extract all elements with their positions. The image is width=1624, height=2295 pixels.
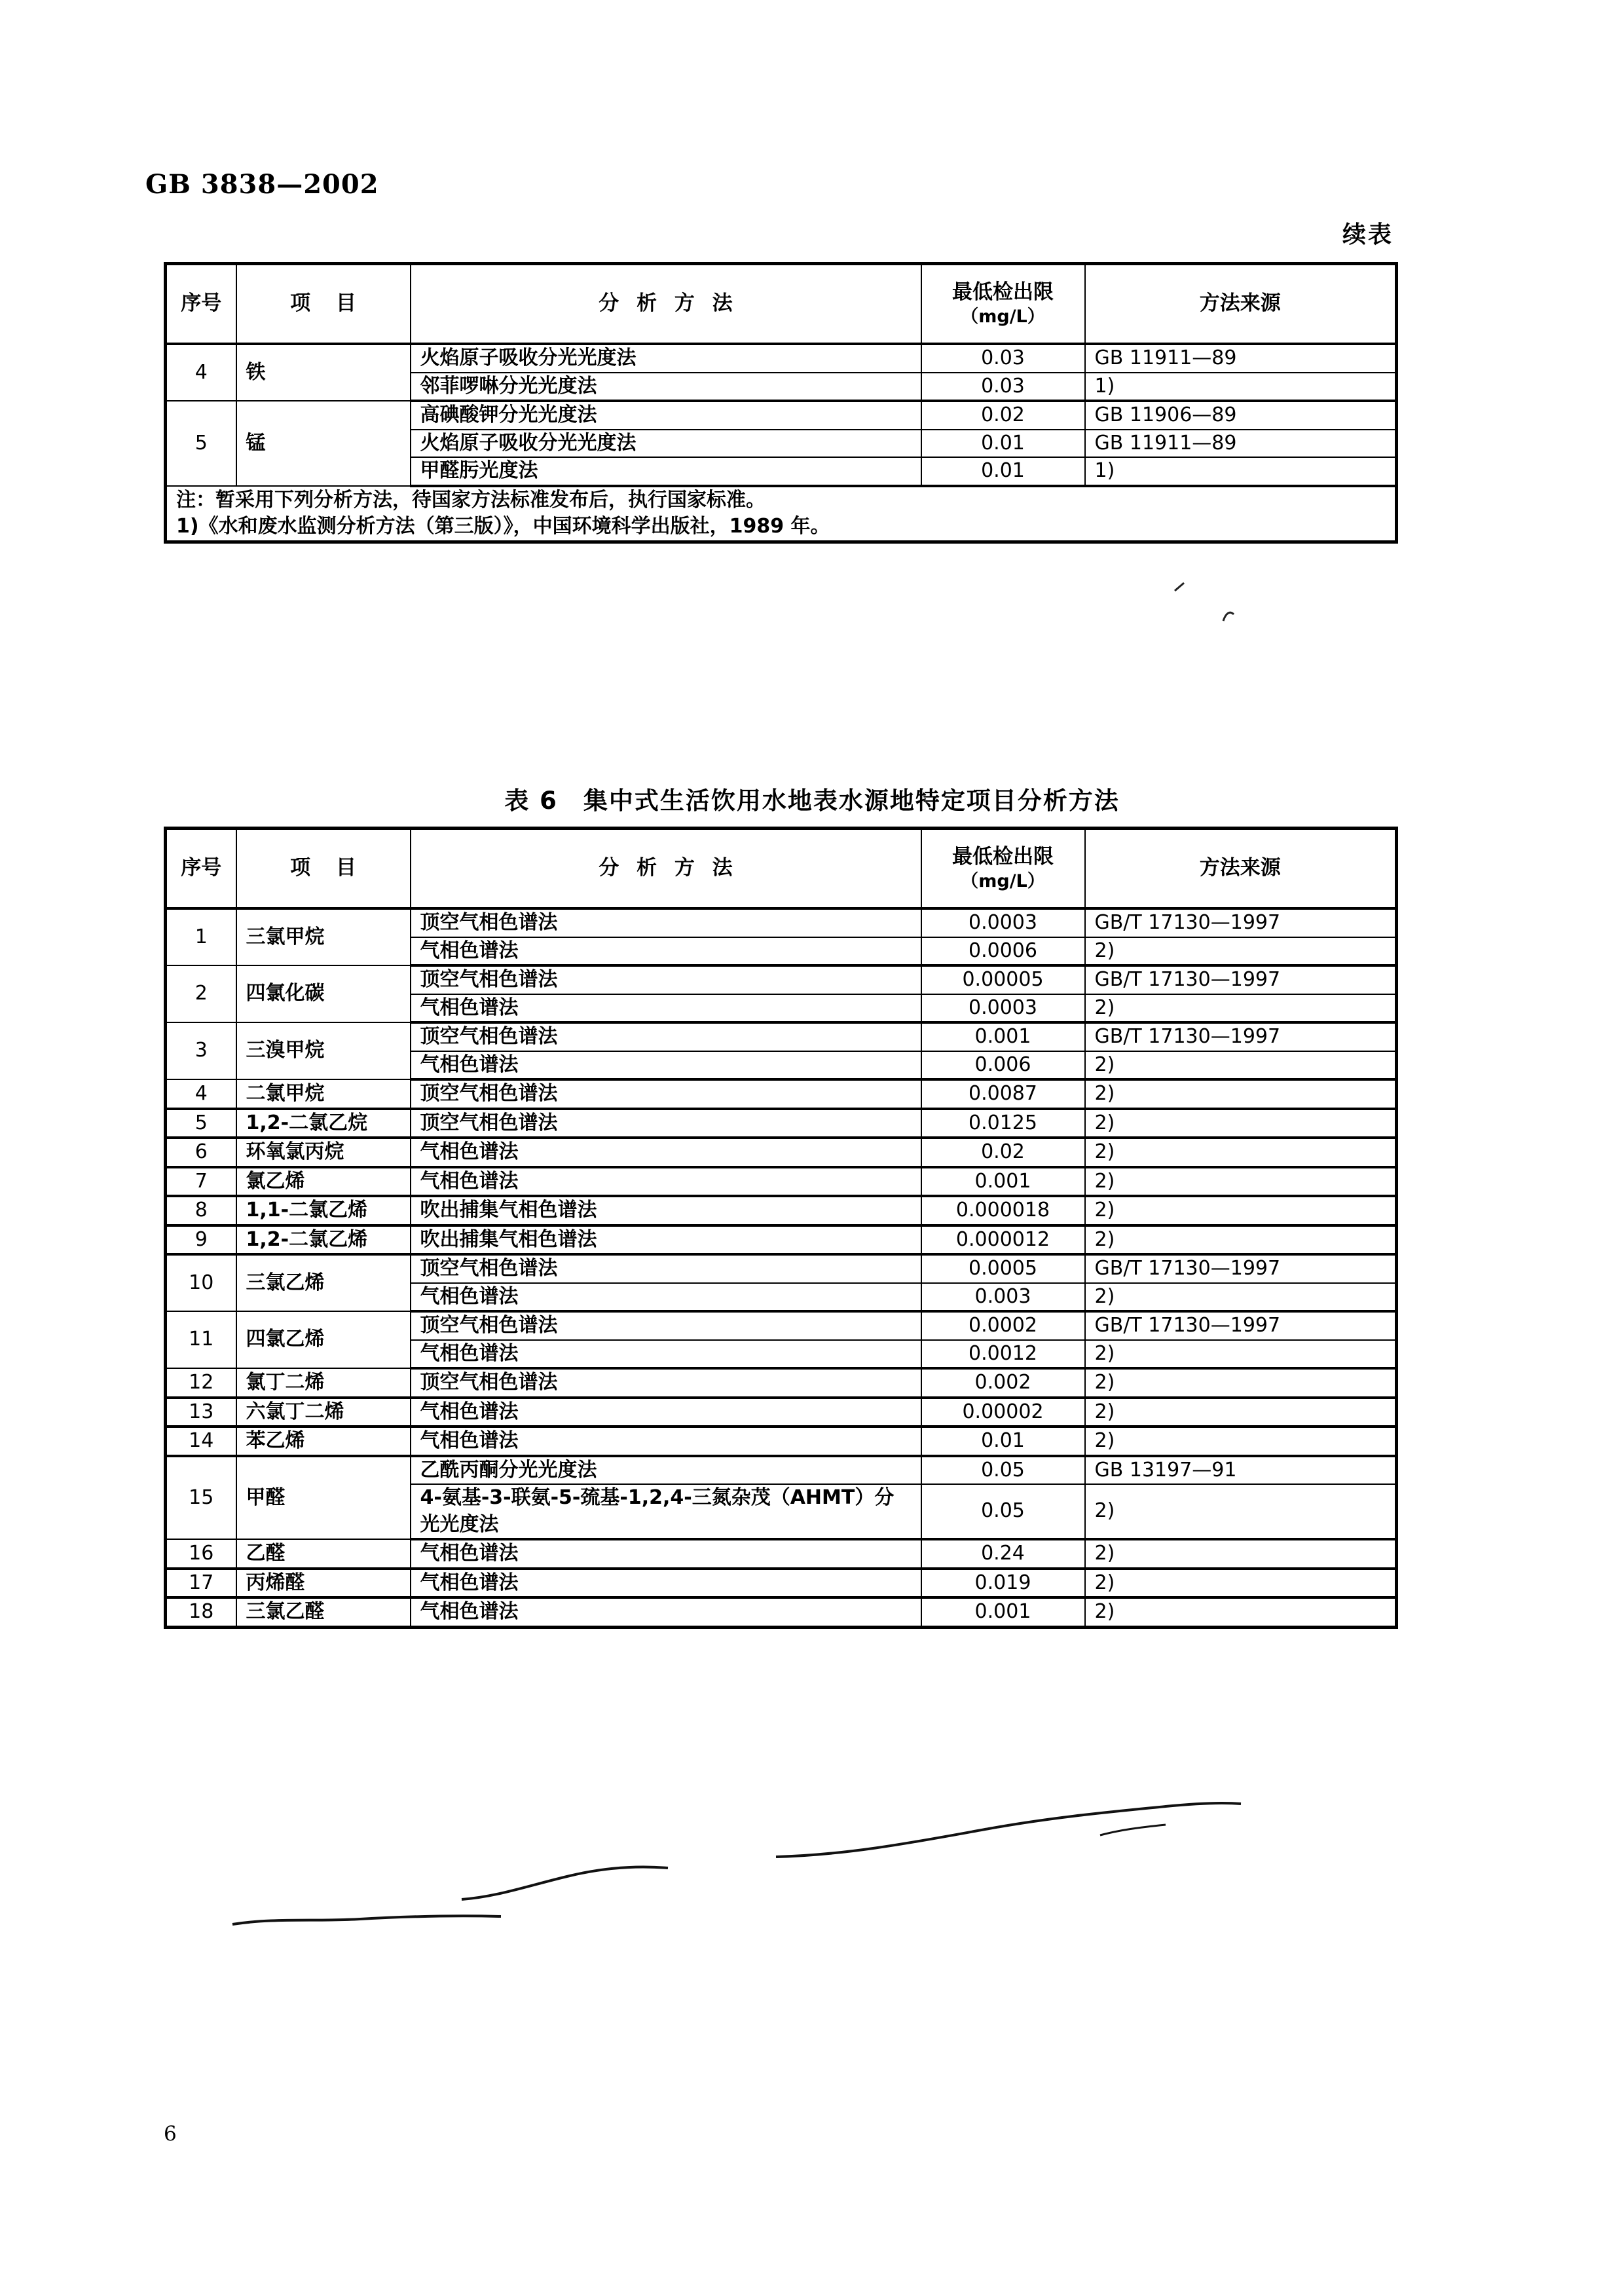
cell-detection-limit: 0.0012 xyxy=(921,1340,1085,1369)
table-row xyxy=(166,1196,1397,1225)
cell-method-source: 2) xyxy=(1085,994,1397,1023)
cell-detection-limit: 0.05 xyxy=(921,1484,1085,1539)
cell-method-source: 1) xyxy=(1085,373,1397,401)
table-notes-row xyxy=(166,486,1397,542)
cell-item: 苯乙烯 xyxy=(236,1427,411,1456)
table6-specific-items-analysis-methods xyxy=(164,827,1398,1629)
cell-seq: 5 xyxy=(166,401,236,486)
cell-seq: 4 xyxy=(166,344,236,401)
cell-item: 1,2-二氯乙烯 xyxy=(236,1225,411,1255)
continued-table-label: 续表 xyxy=(1342,221,1393,248)
page-number: 6 xyxy=(164,2122,177,2146)
note-line-1: 注：暂采用下列分析方法，待国家方法标准发布后，执行国家标准。 xyxy=(176,488,766,512)
table-row xyxy=(166,1456,1397,1485)
column-header-limit-unit: （mg/L） xyxy=(961,306,1045,327)
cell-method-source: GB 13197—91 xyxy=(1085,1456,1397,1485)
cell-detection-limit: 0.0125 xyxy=(921,1109,1085,1138)
cell-method: 高碘酸钾分光光度法 xyxy=(411,401,921,430)
cell-detection-limit: 0.01 xyxy=(921,430,1085,458)
cell-method-source: 2) xyxy=(1085,1225,1397,1255)
cell-method-source: GB/T 17130—1997 xyxy=(1085,1022,1397,1051)
cell-detection-limit: 0.000012 xyxy=(921,1225,1085,1255)
cell-detection-limit: 0.006 xyxy=(921,1051,1085,1080)
cell-detection-limit: 0.0003 xyxy=(921,994,1085,1023)
cell-detection-limit: 0.01 xyxy=(921,457,1085,486)
column-header-seq: 序号 xyxy=(166,829,236,909)
cell-method-source: 2) xyxy=(1085,1340,1397,1369)
cell-method: 气相色谱法 xyxy=(411,1051,921,1080)
cell-seq: 12 xyxy=(166,1368,236,1398)
cell-item: 六氯丁二烯 xyxy=(236,1398,411,1427)
cell-method: 气相色谱法 xyxy=(411,1597,921,1627)
cell-item: 四氯乙烯 xyxy=(236,1311,411,1368)
cell-detection-limit: 0.019 xyxy=(921,1569,1085,1598)
cell-method: 吹出捕集气相色谱法 xyxy=(411,1225,921,1255)
cell-method-source: 2) xyxy=(1085,1109,1397,1138)
cell-item: 三氯甲烷 xyxy=(236,908,411,965)
column-header-seq: 序号 xyxy=(166,264,236,345)
cell-method-source: 2) xyxy=(1085,1051,1397,1080)
cell-item: 二氯甲烷 xyxy=(236,1079,411,1109)
ink-annotation-stray-mark-2 xyxy=(1172,579,1189,596)
ink-annotation-row15-method xyxy=(458,1854,681,1912)
cell-method: 气相色谱法 xyxy=(411,994,921,1023)
column-header-method: 分 析 方 法 xyxy=(411,829,921,909)
cell-seq: 2 xyxy=(166,965,236,1022)
cell-item: 1,1-二氯乙烯 xyxy=(236,1196,411,1225)
cell-method-source: 2) xyxy=(1085,1539,1397,1569)
cell-method: 气相色谱法 xyxy=(411,1283,921,1312)
cell-method: 顶空气相色谱法 xyxy=(411,965,921,994)
table-row xyxy=(166,1079,1397,1109)
cell-seq: 11 xyxy=(166,1311,236,1368)
column-header-source: 方法来源 xyxy=(1085,264,1397,345)
cell-detection-limit: 0.00005 xyxy=(921,965,1085,994)
table-row xyxy=(166,1109,1397,1138)
cell-detection-limit: 0.000018 xyxy=(921,1196,1085,1225)
continued-analysis-method-table xyxy=(164,262,1398,544)
cell-item: 三氯乙烯 xyxy=(236,1254,411,1311)
cell-method: 4-氨基-3-联氨-5-巯基-1,2,4-三氮杂茂（AHMT）分光光度法 xyxy=(411,1484,921,1539)
cell-item: 三氯乙醛 xyxy=(236,1597,411,1627)
table-row xyxy=(166,1138,1397,1167)
cell-detection-limit: 0.0087 xyxy=(921,1079,1085,1109)
cell-detection-limit: 0.02 xyxy=(921,401,1085,430)
cell-item: 四氯化碳 xyxy=(236,965,411,1022)
column-header-limit-unit: （mg/L） xyxy=(961,870,1045,891)
cell-seq: 17 xyxy=(166,1569,236,1598)
cell-seq: 13 xyxy=(166,1398,236,1427)
cell-seq: 4 xyxy=(166,1079,236,1109)
cell-method-source: 2) xyxy=(1085,1368,1397,1398)
cell-detection-limit: 0.001 xyxy=(921,1597,1085,1627)
cell-method-source: 2) xyxy=(1085,1167,1397,1197)
cell-method-source: 2) xyxy=(1085,1597,1397,1627)
cell-method-source: 2) xyxy=(1085,1196,1397,1225)
cell-method: 气相色谱法 xyxy=(411,1340,921,1369)
cell-seq: 8 xyxy=(166,1196,236,1225)
cell-method-source: GB/T 17130—1997 xyxy=(1085,908,1397,937)
column-header-limit-text: 最低检出限 xyxy=(952,280,1054,304)
table-row xyxy=(166,1167,1397,1197)
cell-detection-limit: 0.003 xyxy=(921,1283,1085,1312)
table-row xyxy=(166,1427,1397,1456)
cell-item: 乙醛 xyxy=(236,1539,411,1569)
cell-method: 顶空气相色谱法 xyxy=(411,1311,921,1340)
table-row xyxy=(166,1254,1397,1283)
table-row xyxy=(166,1597,1397,1627)
table-row xyxy=(166,344,1397,373)
cell-detection-limit: 0.24 xyxy=(921,1539,1085,1569)
ink-annotation-stray-mark-1 xyxy=(1219,606,1239,626)
cell-method-source: GB 11911—89 xyxy=(1085,430,1397,458)
table-row xyxy=(166,1398,1397,1427)
cell-method: 火焰原子吸收分光光度法 xyxy=(411,430,921,458)
table-header-row xyxy=(166,264,1397,345)
table-row xyxy=(166,1539,1397,1569)
table-row xyxy=(166,1022,1397,1051)
cell-seq: 9 xyxy=(166,1225,236,1255)
cell-method-source: GB 11906—89 xyxy=(1085,401,1397,430)
cell-method: 顶空气相色谱法 xyxy=(411,1368,921,1398)
cell-method: 顶空气相色谱法 xyxy=(411,1022,921,1051)
cell-method: 顶空气相色谱法 xyxy=(411,1079,921,1109)
cell-method: 邻菲啰啉分光光度法 xyxy=(411,373,921,401)
cell-detection-limit: 0.0006 xyxy=(921,937,1085,966)
cell-detection-limit: 0.03 xyxy=(921,344,1085,373)
column-header-limit-text: 最低检出限 xyxy=(952,844,1054,868)
cell-detection-limit: 0.002 xyxy=(921,1368,1085,1398)
cell-detection-limit: 0.00002 xyxy=(921,1398,1085,1427)
cell-method-source: 2) xyxy=(1085,1079,1397,1109)
cell-method-source: GB/T 17130—1997 xyxy=(1085,1311,1397,1340)
ink-annotation-row14 xyxy=(773,1795,1244,1867)
cell-method: 顶空气相色谱法 xyxy=(411,908,921,937)
cell-item: 甲醛 xyxy=(236,1456,411,1540)
cell-seq: 18 xyxy=(166,1597,236,1627)
cell-item: 铁 xyxy=(236,344,411,401)
cell-seq: 10 xyxy=(166,1254,236,1311)
cell-method: 乙酰丙酮分光光度法 xyxy=(411,1456,921,1485)
column-header-item: 项 目 xyxy=(236,264,411,345)
cell-method-source: 2) xyxy=(1085,937,1397,966)
cell-detection-limit: 0.0003 xyxy=(921,908,1085,937)
cell-seq: 16 xyxy=(166,1539,236,1569)
column-header-method: 分 析 方 法 xyxy=(411,264,921,345)
cell-method: 气相色谱法 xyxy=(411,1539,921,1569)
standard-number-header: GB 3838—2002 xyxy=(145,169,379,200)
cell-detection-limit: 0.001 xyxy=(921,1167,1085,1197)
cell-method-source: 2) xyxy=(1085,1138,1397,1167)
cell-method-source: GB/T 17130—1997 xyxy=(1085,965,1397,994)
cell-method: 气相色谱法 xyxy=(411,1427,921,1456)
cell-detection-limit: 0.01 xyxy=(921,1427,1085,1456)
table-row xyxy=(166,1225,1397,1255)
table-row xyxy=(166,1569,1397,1598)
cell-seq: 14 xyxy=(166,1427,236,1456)
table-row xyxy=(166,1368,1397,1398)
cell-method: 气相色谱法 xyxy=(411,1167,921,1197)
cell-method-source: 2) xyxy=(1085,1427,1397,1456)
column-header-limit xyxy=(921,264,1085,345)
cell-method-source: 2) xyxy=(1085,1484,1397,1539)
cell-seq: 3 xyxy=(166,1022,236,1079)
cell-method-source: 2) xyxy=(1085,1569,1397,1598)
cell-detection-limit: 0.02 xyxy=(921,1138,1085,1167)
cell-seq: 6 xyxy=(166,1138,236,1167)
cell-item: 氯乙烯 xyxy=(236,1167,411,1197)
cell-item: 1,2-二氯乙烷 xyxy=(236,1109,411,1138)
cell-method-source: 1) xyxy=(1085,457,1397,486)
cell-item: 锰 xyxy=(236,401,411,486)
column-header-item: 项 目 xyxy=(236,829,411,909)
cell-method: 顶空气相色谱法 xyxy=(411,1109,921,1138)
cell-item: 丙烯醛 xyxy=(236,1569,411,1598)
cell-item: 氯丁二烯 xyxy=(236,1368,411,1398)
cell-method: 甲醛肟光度法 xyxy=(411,457,921,486)
cell-detection-limit: 0.001 xyxy=(921,1022,1085,1051)
cell-method: 吹出捕集气相色谱法 xyxy=(411,1196,921,1225)
cell-detection-limit: 0.0002 xyxy=(921,1311,1085,1340)
note-line-2: 1)《水和废水监测分析方法（第三版）》，中国环境科学出版社，1989 年。 xyxy=(176,515,830,538)
cell-item: 环氧氯丙烷 xyxy=(236,1138,411,1167)
cell-seq: 7 xyxy=(166,1167,236,1197)
table6-caption: 表 6 集中式生活饮用水地表水源地特定项目分析方法 xyxy=(504,787,1120,815)
cell-method-source: GB/T 17130—1997 xyxy=(1085,1254,1397,1283)
table-row xyxy=(166,908,1397,937)
table-row xyxy=(166,965,1397,994)
table-row xyxy=(166,401,1397,430)
cell-method: 气相色谱法 xyxy=(411,937,921,966)
cell-seq: 15 xyxy=(166,1456,236,1540)
ink-annotation-row15-item xyxy=(229,1893,504,1939)
table-header-row xyxy=(166,829,1397,909)
cell-method: 气相色谱法 xyxy=(411,1569,921,1598)
column-header-source: 方法来源 xyxy=(1085,829,1397,909)
cell-method-source: 2) xyxy=(1085,1283,1397,1312)
cell-seq: 1 xyxy=(166,908,236,965)
cell-method: 顶空气相色谱法 xyxy=(411,1254,921,1283)
cell-detection-limit: 0.05 xyxy=(921,1456,1085,1485)
cell-detection-limit: 0.03 xyxy=(921,373,1085,401)
cell-method-source: 2) xyxy=(1085,1398,1397,1427)
cell-detection-limit: 0.0005 xyxy=(921,1254,1085,1283)
table-row xyxy=(166,1311,1397,1340)
cell-item: 三溴甲烷 xyxy=(236,1022,411,1079)
cell-method: 火焰原子吸收分光光度法 xyxy=(411,344,921,373)
table-notes-cell xyxy=(166,486,1397,542)
cell-seq: 5 xyxy=(166,1109,236,1138)
column-header-limit xyxy=(921,829,1085,909)
cell-method: 气相色谱法 xyxy=(411,1138,921,1167)
cell-method: 气相色谱法 xyxy=(411,1398,921,1427)
cell-method-source: GB 11911—89 xyxy=(1085,344,1397,373)
